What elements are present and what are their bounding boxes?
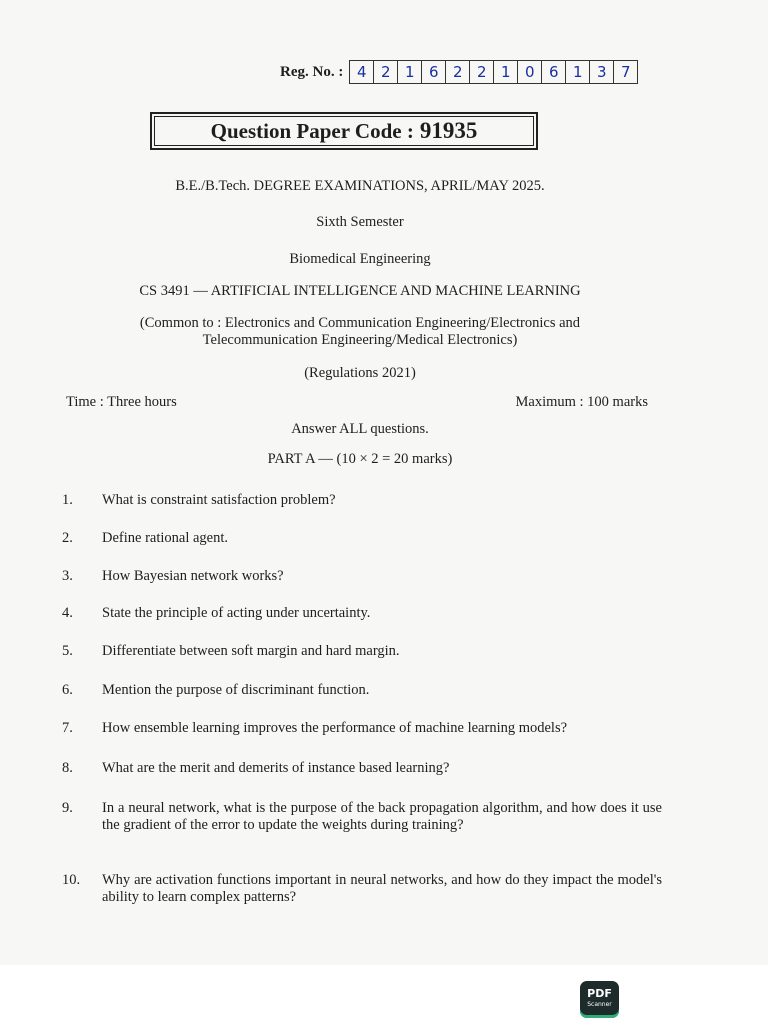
question-text: Define rational agent. <box>102 530 229 546</box>
reg-digit: 1 <box>494 61 518 83</box>
reg-digit: 6 <box>542 61 566 83</box>
pdf-scanner-logo-icon <box>580 981 619 1018</box>
reg-digit: 3 <box>590 61 614 83</box>
question-text: In a neural network, what is the purpose of the back propagation algorithm, and how does it use the gradient of the error to update the weights during training? <box>102 800 662 833</box>
question-item <box>62 492 662 509</box>
common-to-line2: Telecommunication Engineering/Medical Electronics) <box>202 332 518 348</box>
question-text: Differentiate between soft margin and hard margin. <box>102 643 400 659</box>
question-item <box>62 760 662 777</box>
paper-code-label: Question Paper Code : <box>210 118 414 143</box>
semester: Sixth Semester <box>316 214 404 230</box>
question-number: 6. <box>62 682 73 698</box>
question-text: How ensemble learning improves the performance of machine learning models? <box>102 720 568 736</box>
question-number: 2. <box>62 530 73 546</box>
common-to-line1: (Common to : Electronics and Communication Engineering/Electronics and <box>139 315 581 331</box>
question-number: 1. <box>62 492 73 508</box>
reg-digit: 1 <box>398 61 422 83</box>
course-title: CS 3491 — ARTIFICIAL INTELLIGENCE AND MACHINE LEARNING <box>139 283 581 299</box>
reg-digit-boxes <box>349 60 638 84</box>
question-number: 5. <box>62 643 73 659</box>
reg-digit: 2 <box>374 61 398 83</box>
branch: Biomedical Engineering <box>289 251 431 267</box>
question-number: 7. <box>62 720 73 736</box>
question-text: What are the merit and demerits of instance based learning? <box>102 760 450 776</box>
paper-code: 91935 <box>419 118 478 143</box>
registration-number <box>280 60 638 84</box>
reg-digit: 6 <box>422 61 446 83</box>
question-number: 8. <box>62 760 73 776</box>
question-item <box>62 682 662 699</box>
instruction: Answer ALL questions. <box>291 421 429 437</box>
time-marks-row <box>66 394 648 411</box>
question-text: State the principle of acting under uncertainty. <box>102 605 371 621</box>
question-text: Why are activation functions important in neural networks, and how do they impact the model's ability to learn complex patterns? <box>102 872 662 905</box>
question-item <box>62 568 662 585</box>
reg-digit: 2 <box>446 61 470 83</box>
reg-digit: 7 <box>621 63 631 81</box>
page-bottom-margin <box>0 965 768 1024</box>
maximum-marks: Maximum : 100 marks <box>515 394 648 410</box>
reg-digit: 0 <box>518 61 542 83</box>
question-text: How Bayesian network works? <box>102 568 284 584</box>
question-number: 4. <box>62 605 73 621</box>
question-number: 3. <box>62 568 73 584</box>
question-item <box>62 872 662 906</box>
degree-title: B.E./B.Tech. DEGREE EXAMINATIONS, APRIL/MAY 2025. <box>175 178 545 194</box>
time-allowed: Time : Three hours <box>66 394 177 410</box>
part-heading: PART A — (10 × 2 = 20 marks) <box>267 451 453 467</box>
question-text: What is constraint satisfaction problem? <box>102 492 336 508</box>
reg-digit: 2 <box>470 61 494 83</box>
badge-subtitle: Scanner <box>587 1001 612 1008</box>
question-number: 9. <box>62 800 73 816</box>
question-item <box>62 530 662 547</box>
reg-digit: 4 <box>350 61 374 83</box>
question-text: Mention the purpose of discriminant function. <box>102 682 370 698</box>
question-paper-code-box <box>150 112 538 150</box>
badge-title: PDF <box>587 987 612 1000</box>
reg-label: Reg. No. : <box>280 63 344 80</box>
question-item <box>62 720 662 737</box>
question-number: 10. <box>62 872 81 888</box>
question-item <box>62 605 662 622</box>
reg-digit: 1 <box>566 61 590 83</box>
question-item <box>62 800 662 834</box>
regulations: (Regulations 2021) <box>304 365 416 381</box>
question-item <box>62 643 662 660</box>
